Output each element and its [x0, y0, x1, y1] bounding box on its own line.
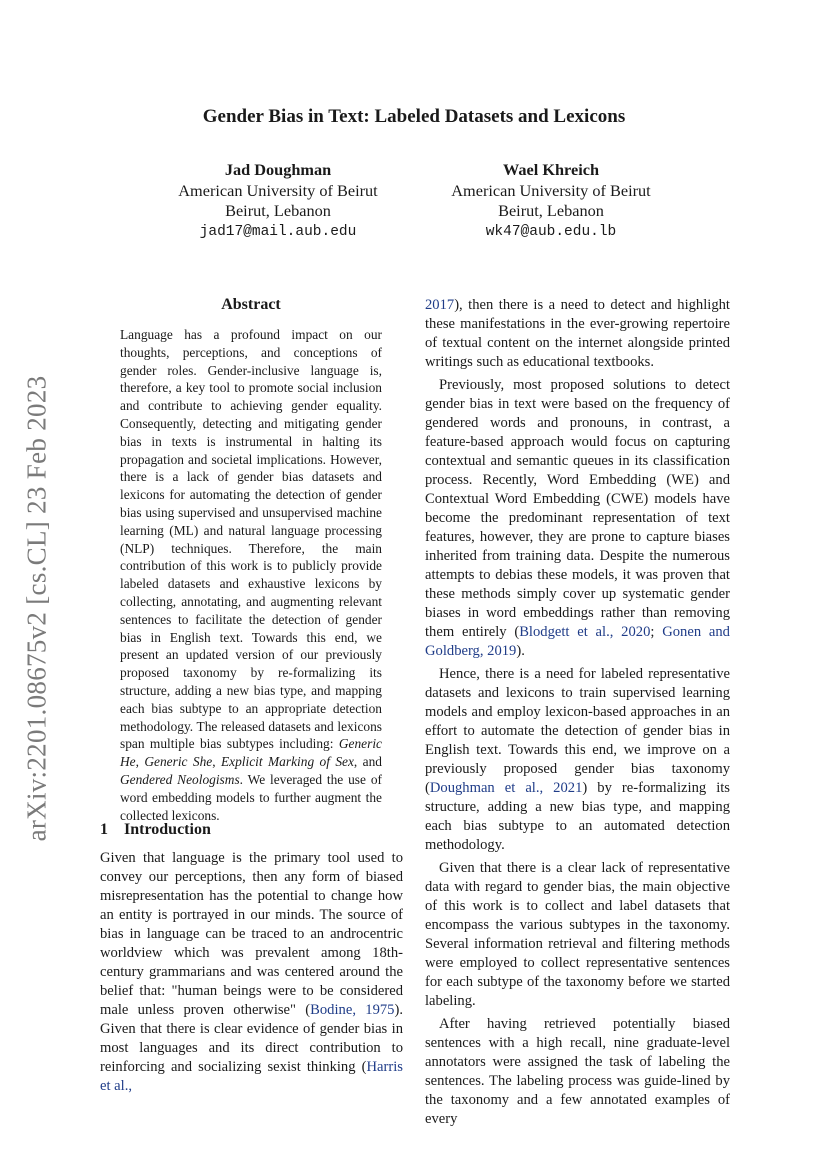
paper-title: Gender Bias in Text: Labeled Datasets and Lexicons: [202, 106, 626, 127]
paragraph: [425, 1015, 730, 1129]
paragraph-text: ). Given that there is clear evidence of gender bias in most languages and its direct contribution to reinforcing and socializing sexist thinking (: [100, 1002, 403, 1075]
paragraph-text: Given that there is a clear lack of representative data with regard to gender bias, the main objective of this work is to collect and label datasets that encompass the various subtypes in the taxonomy. Several information retrieval and filtering methods were employed to collect representative sentences for each subtype of the taxonomy before we started labeling.: [425, 860, 730, 1009]
section-title: Introduction: [124, 821, 211, 838]
abstract-body: [120, 326, 382, 824]
author-location: Beirut, Lebanon: [225, 201, 331, 220]
abstract-text: . We leveraged the use of word embedding models to further augment the collected lexicons.: [120, 771, 382, 823]
paragraph: [425, 376, 730, 661]
section-heading: [100, 821, 211, 839]
citation-separator: ;: [650, 624, 663, 640]
section-number: 1: [100, 821, 108, 838]
bias-subtype: Generic She: [144, 754, 213, 770]
bias-subtype: Gendered Neologisms: [120, 771, 240, 787]
paragraph-text: Given that language is the primary tool used to convey our perceptions, then any form of biased misrepresentation has the potential to change how an entity is portrayed in our minds. The source of bias in language can be traced to an androcentric worldview which was prevalent among 18th-century grammarians and was centered around the belief that: "human beings were to be considered male unless proven otherwise" (: [100, 850, 403, 1018]
author-name: Wael Khreich: [502, 160, 600, 179]
abstract-separator: ,: [212, 754, 221, 770]
citation-link[interactable]: Harris et al.,: [100, 1059, 403, 1094]
bias-subtype: Explicit Marking of Sex: [220, 754, 354, 770]
citation-link[interactable]: Gonen and Goldberg, 2019: [425, 624, 730, 659]
introduction-left-column: [100, 849, 403, 1096]
bias-subtype: Generic He: [120, 736, 382, 770]
paragraph: [425, 665, 730, 855]
author-email: jad17@mail.aub.edu: [199, 223, 357, 240]
citation-link[interactable]: Doughman et al., 2021: [429, 780, 583, 796]
paragraph-text: Hence, there is a need for labeled representative datasets and lexicons to train supervised learning models and employ lexicon-based approaches in an effort to automate the detection of gender bias in English text. Towards this end, we improve on a previously proposed gender bias taxonomy (: [425, 666, 730, 796]
paragraph: [425, 859, 730, 1011]
paragraph-text: ).: [516, 643, 525, 659]
paragraph-text: ) by re-formalizing its structure, adding a new bias type, and mapping each bias subtype to an automated detection methodology.: [425, 780, 730, 853]
author-block-2: [411, 160, 691, 242]
paragraph-text: After having retrieved potentially biased sentences with a high recall, nine graduate-level annotators were assigned the task of labeling the sentences. The labeling process was guide-lined by the taxonomy and a few annotated examples of every: [425, 1016, 730, 1127]
paragraph-text: ), then there is a need to detect and highlight these manifestations in the ever-growing repertoire of textual content on the internet alongside printed writings such as educational textbooks.: [425, 297, 730, 370]
author-name: Jad Doughman: [224, 160, 332, 179]
citation-link[interactable]: Bodine, 1975: [310, 1002, 395, 1018]
paragraph: [425, 296, 730, 372]
arxiv-identifier-text: arXiv:2201.08675v2 [cs.CL] 23 Feb 2023: [21, 375, 52, 841]
author-location: Beirut, Lebanon: [498, 201, 604, 220]
abstract-separator: ,: [135, 754, 145, 770]
abstract-heading: Abstract: [221, 296, 281, 313]
author-email: wk47@aub.edu.lb: [485, 223, 617, 240]
introduction-right-column: [425, 296, 730, 1129]
abstract-text: Language has a profound impact on our thoughts, perceptions, and conceptions of gender roles. Gender-inclusive language is, therefore, a key tool to promote social inclusion and contribute to achieving gender equality. Consequently, detecting and mitigating gender bias in texts is instrumental in halting its propagation and societal implications. However, there is a lack of gender bias datasets and lexicons for automating the detection of gender bias using supervised and unsupervised machine learning (ML) and natural language processing (NLP) techniques. Therefore, the main contribution of this work is to publicly provide labeled datasets and exhaustive lexicons by collecting, annotating, and augmenting relevant sentences to facilitate the detection of gender bias in English text. Towards this end, we present an updated version of our previously proposed taxonomy by re-formalizing its structure, adding a new bias type, and mapping each bias subtype to an appropriate detection methodology. The released datasets and lexicons span multiple bias subtypes including:: [120, 327, 382, 752]
citation-link[interactable]: 2017: [425, 297, 455, 313]
abstract-separator: , and: [353, 754, 382, 770]
paragraph-text: Previously, most proposed solutions to detect gender bias in text were based on the frequency of gendered words and pronouns, in contrast, a feature-based approach would focus on capturing contextual and semantic queues in its classification process. Recently, Word Embedding (WE) and Contextual Word Embedding (CWE) models have become the predominant representation of text features, however, they are prone to capture biases inherited from training data. Despite the numerous attempts to debias these models, it was proven that these methods simply cover up systematic gender biases in word embeddings rather than removing them entirely (: [425, 377, 730, 640]
author-affiliation: American University of Beirut: [178, 180, 378, 200]
author-affiliation: American University of Beirut: [451, 180, 651, 200]
arxiv-identifier: [12, 366, 62, 850]
citation-link[interactable]: Blodgett et al., 2020: [519, 624, 651, 640]
author-block-1: [138, 160, 418, 242]
